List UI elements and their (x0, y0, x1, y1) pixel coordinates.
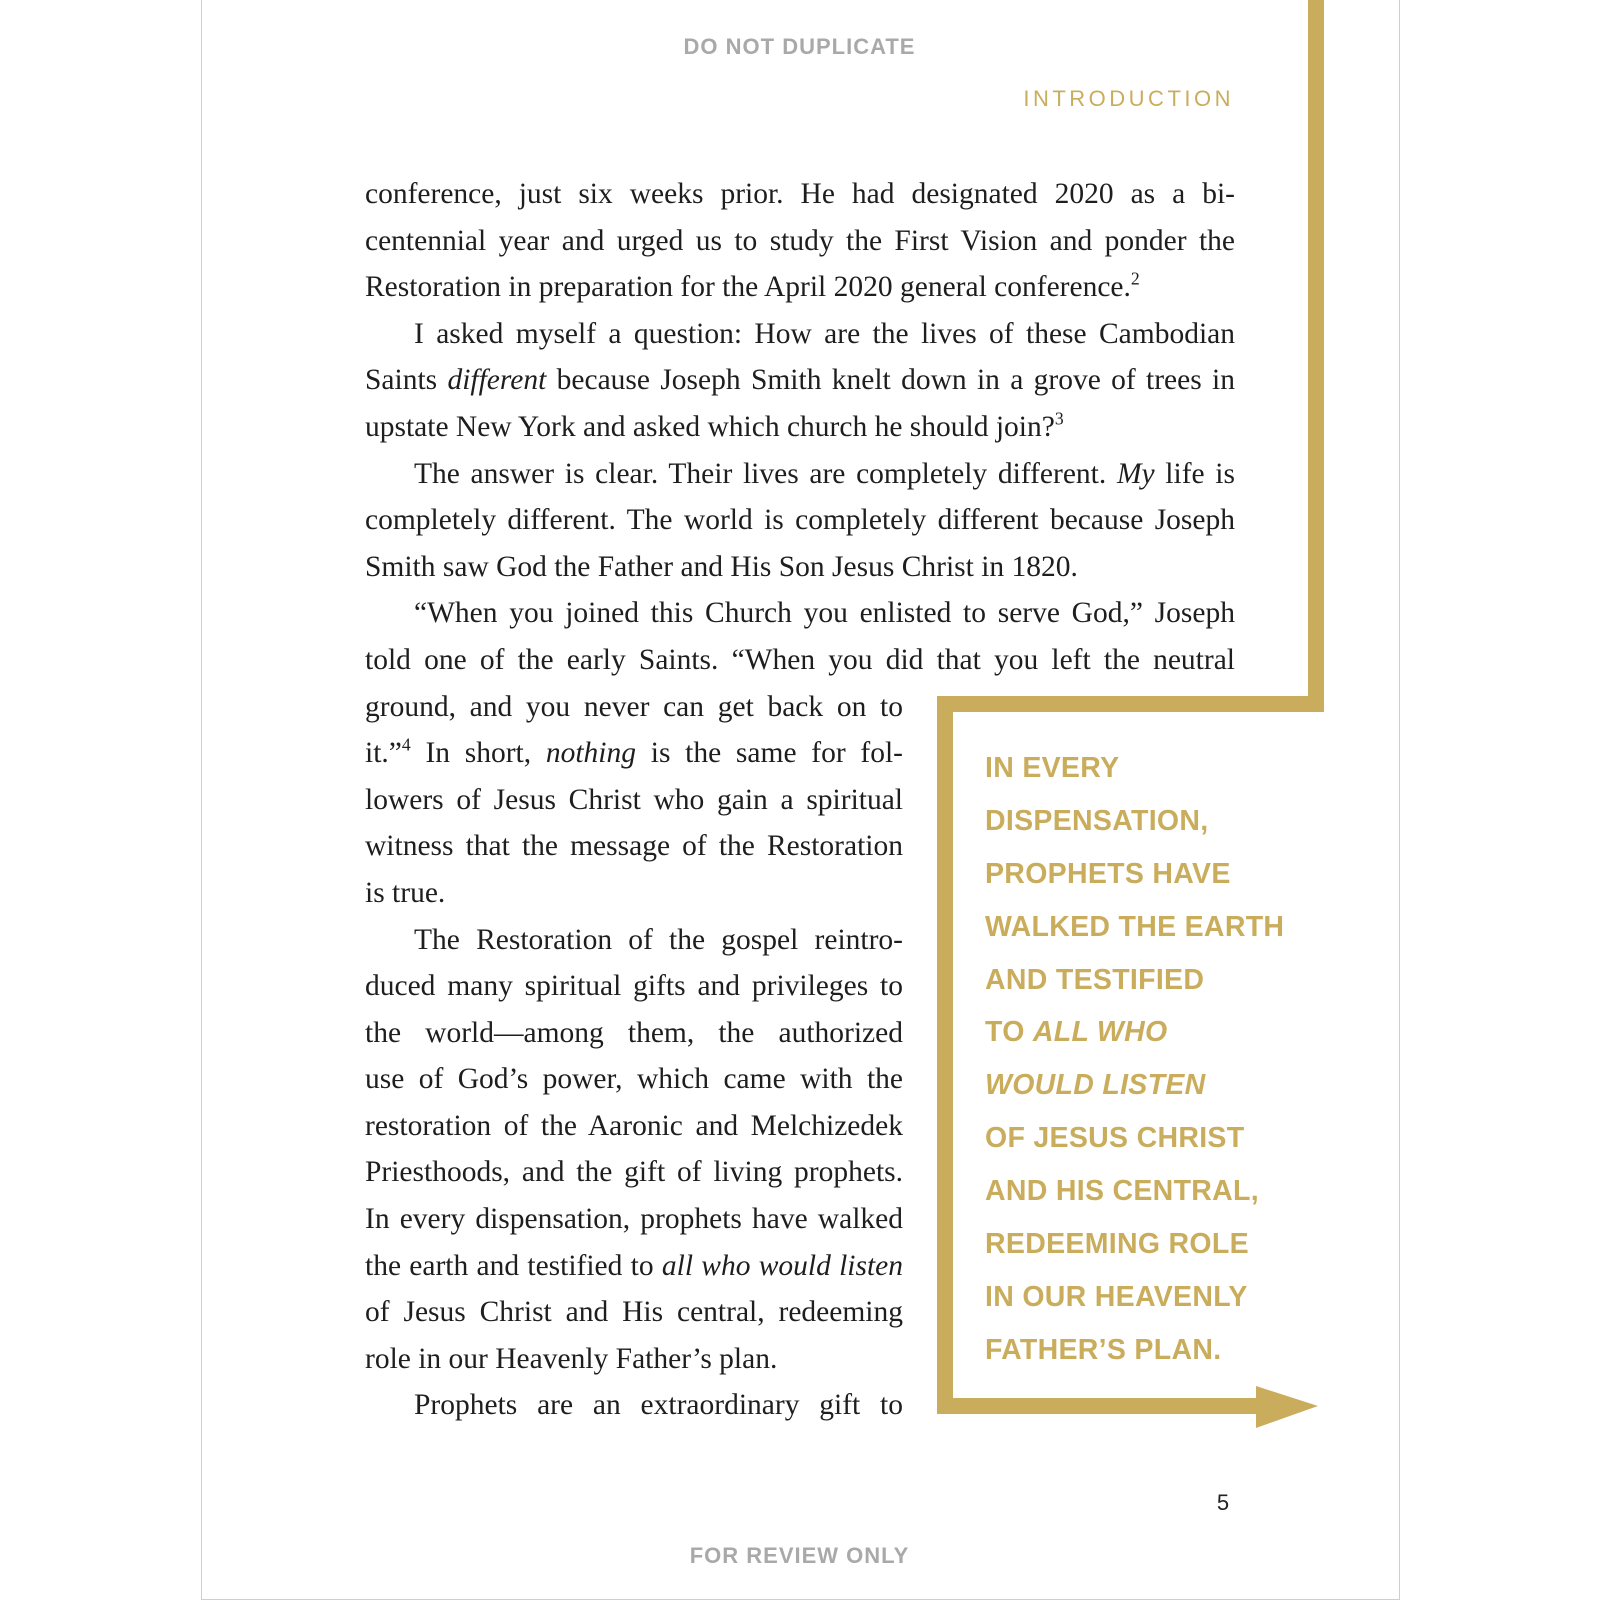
text-line: Saints different because Joseph Smith knelt down in a grove of trees in (365, 364, 1235, 397)
pull-quote-line: REDEEMING ROLE (985, 1228, 1249, 1261)
text-line: “When you joined this Church you enlisted to serve God,” Joseph (414, 597, 1235, 630)
text-line: conference, just six weeks prior. He had designated 2020 as a bi- (365, 178, 1235, 210)
text-line: told one of the early Saints. “When you did that you left the neutral (365, 643, 1235, 676)
pull-quote-line: AND HIS CENTRAL, (985, 1175, 1259, 1208)
text-line: witness that the message of the Restoration (365, 830, 903, 863)
text-line: Prophets are an extraordinary gift to (414, 1389, 903, 1422)
pull-quote-line: WOULD LISTEN (985, 1069, 1206, 1102)
watermark-top: DO NOT DUPLICATE (683, 34, 916, 59)
text-line: The Restoration of the gospel reintro- (414, 923, 903, 956)
footnote-ref: 4 (401, 734, 411, 755)
text-line: Smith saw God the Father and His Son Jesus Christ in 1820. (365, 550, 1078, 583)
text-line: centennial year and urged us to study the First Vision and ponder the (365, 224, 1235, 257)
page-number: 5 (1216, 1490, 1230, 1515)
text-line: the earth and testified to all who would listen (365, 1249, 904, 1282)
pull-quote-line: WALKED THE EARTH (985, 910, 1285, 943)
text-line: use of God’s power, which came with the (365, 1063, 903, 1096)
text-line: role in our Heavenly Father’s plan. (365, 1342, 778, 1375)
text-line: Priesthoods, and the gift of living prophets. (365, 1156, 903, 1189)
gold-rule-vertical-top (1308, 0, 1324, 712)
pull-quote-line: OF JESUS CHRIST (985, 1122, 1245, 1155)
running-head: INTRODUCTION (1023, 86, 1234, 111)
pull-quote-line: IN EVERY (985, 752, 1120, 784)
pull-quote-line: DISPENSATION, (985, 804, 1209, 837)
footnote-ref: 3 (1054, 408, 1064, 429)
footnote-ref: 2 (1130, 268, 1140, 289)
text-line: In every dispensation, prophets have walked (365, 1203, 903, 1236)
arrow-head-icon (1256, 1386, 1318, 1428)
pull-quote (985, 742, 1315, 1377)
text-line: The answer is clear. Their lives are completely different. My life is (414, 457, 1235, 490)
pull-quote-line: PROPHETS HAVE (985, 857, 1231, 890)
pull-quote-line: FATHER’S PLAN. (985, 1333, 1222, 1366)
pull-quote-line: IN OUR HEAVENLY (985, 1280, 1248, 1313)
text-line: the world—among them, the authorized (365, 1016, 903, 1049)
text-line: ground, and you never can get back on to (365, 690, 903, 723)
text-line: of Jesus Christ and His central, redeeming (365, 1296, 903, 1329)
text-line: upstate New York and asked which church he should join?$^3$ (365, 408, 1064, 443)
text-line: completely different. The world is completely different because Joseph (365, 504, 1235, 537)
pull-quote-line: TO ALL WHO (985, 1016, 1168, 1049)
text-line: restoration of the Aaronic and Melchizedek (365, 1109, 903, 1142)
text-line: is true. (365, 876, 446, 909)
watermark-bottom: FOR REVIEW ONLY (689, 1543, 910, 1568)
pull-quote-line: AND TESTIFIED (985, 963, 1205, 996)
text-line: it.”$^4$ In short, nothing is the same for fol- (365, 734, 903, 770)
text-line: duced many spiritual gifts and privileges to (365, 970, 903, 1003)
text-line: Restoration in preparation for the April 2020 general conference.$^2$ (365, 268, 1140, 304)
text-line: I asked myself a question: How are the lives of these Cambodian (414, 317, 1235, 350)
text-line: lowers of Jesus Christ who gain a spiritual (365, 783, 903, 816)
